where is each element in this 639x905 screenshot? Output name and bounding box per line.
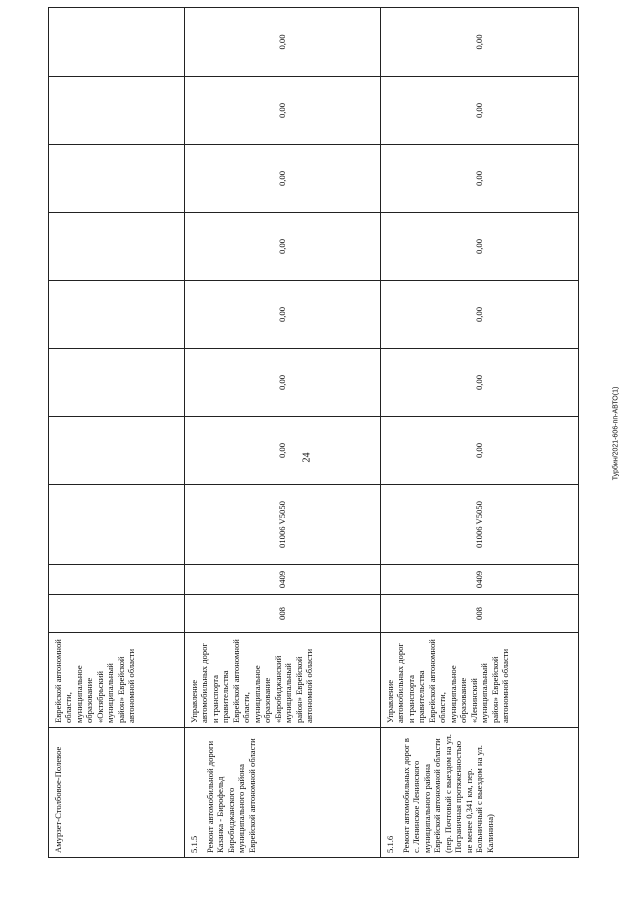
- measure-cell: [381, 728, 579, 858]
- value-cell: 0,00: [381, 8, 579, 77]
- value-cell: [49, 145, 185, 213]
- row-number: 5.1.6: [385, 835, 395, 853]
- measure-name: Амурзет-Столбовое-Полевое: [49, 728, 185, 858]
- value-cell: [49, 8, 185, 77]
- value-cell: 0,00: [381, 349, 579, 417]
- value-cell: [49, 281, 185, 349]
- value-cell: 0,00: [381, 281, 579, 349]
- value-cell: 0,00: [185, 77, 381, 145]
- responsible-org: Управление автомобильных дорог и транспорта правительства Еврейской автономной области, муниципальное образование «Биробиджанский муниципальный район» Еврейской автономной области: [185, 633, 381, 728]
- measure-cell: [185, 728, 381, 858]
- value-cell: 0,00: [381, 145, 579, 213]
- document-footer: Турбин/2021-606-пп-АВТО(1): [612, 386, 620, 481]
- table-row: [185, 8, 381, 858]
- value-cell: [49, 213, 185, 281]
- grbs-code: 008: [381, 595, 579, 633]
- row-number: 5.1.5: [189, 835, 199, 853]
- grbs-code: 008: [185, 595, 381, 633]
- measure-name: Ремонт автомобильной дороги Казанка - Бирофельд Биробиджанского муниципального района Еврейской автономной области: [205, 738, 257, 853]
- value-cell: 0,00: [381, 213, 579, 281]
- value-cell: [49, 77, 185, 145]
- target-article-code: 01006 V5050: [381, 485, 579, 565]
- target-article-code: 01006 V5050: [185, 485, 381, 565]
- responsible-org: Еврейской автономной области, муниципальное образование «Октябрьский муниципальный район» Еврейской автономной области: [49, 633, 185, 728]
- value-cell: 0,00: [185, 417, 381, 485]
- value-cell: 0,00: [185, 281, 381, 349]
- responsible-org: Управление автомобильных дорог и транспорта правительства Еврейской автономной области, муниципальное образование «Ленинский муниципальный район» Еврейской автономной области: [381, 633, 579, 728]
- section-code: 0409: [185, 565, 381, 595]
- measure-name: Ремонт автомобильных дорог в с. Ленинское Ленинского муниципального района Еврейской автономной области (пер. Почтовый с выездом на ул. Пограничная протяженностью не менее 0,341 км, пер. Больничный с выездом на ул. Калинина): [401, 734, 495, 853]
- rotated-page: [48, 34, 578, 858]
- table-row: [381, 8, 579, 858]
- grbs-code: [49, 595, 185, 633]
- section-code: 0409: [381, 565, 579, 595]
- value-cell: 0,00: [381, 417, 579, 485]
- budget-table: [48, 7, 579, 858]
- table-row: [49, 8, 185, 858]
- value-cell: [49, 349, 185, 417]
- value-cell: 0,00: [185, 145, 381, 213]
- value-cell: 0,00: [381, 77, 579, 145]
- value-cell: 0,00: [185, 349, 381, 417]
- page-number: 24: [301, 452, 313, 463]
- target-article-code: [49, 485, 185, 565]
- value-cell: 0,00: [185, 213, 381, 281]
- value-cell: [49, 417, 185, 485]
- section-code: [49, 565, 185, 595]
- value-cell: 0,00: [185, 8, 381, 77]
